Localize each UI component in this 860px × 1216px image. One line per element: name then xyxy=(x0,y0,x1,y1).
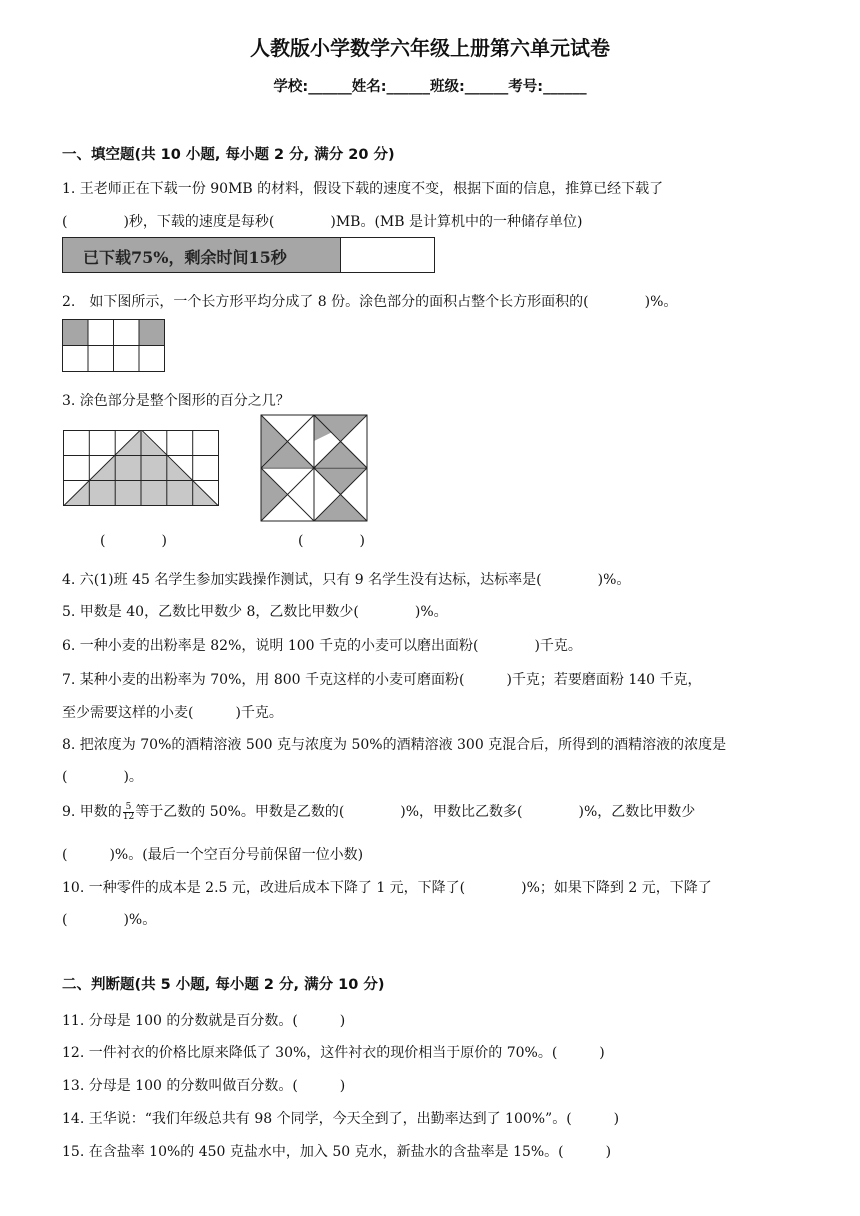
question-2: 2. 如下图所示，一个长方形平均分成了 8 份。涂色部分的面积占整个长方形面积的( )%。 xyxy=(62,294,678,310)
question-4: 4. 六(1)班 45 名学生参加实践操作测试，只有 9 名学生没有达标，达标率是( )%。 xyxy=(62,572,631,588)
q3-answer-blank-1: ( ) xyxy=(100,533,167,549)
q9-prefix: 9. 甲数的 xyxy=(62,804,122,820)
rectangle-8-parts-figure xyxy=(62,319,166,373)
question-12: 12. 一件衬衣的价格比原来降低了 30%，这件衬衣的现价相当于原价的 70%。( ) xyxy=(62,1045,605,1061)
question-11: 11. 分母是 100 的分数就是百分数。( ) xyxy=(62,1013,346,1029)
progress-label: 已下载75%，剩余时间15秒 xyxy=(83,248,287,267)
square-triangles-figure xyxy=(260,414,368,522)
q3-answer-blank-2: ( ) xyxy=(298,533,365,549)
page-title: 人教版小学数学六年级上册第六单元试卷 xyxy=(250,36,610,60)
question-6: 6. 一种小麦的出粉率是 82%，说明 100 千克的小麦可以磨出面粉( )千克。 xyxy=(62,638,582,654)
q9-suffix: 等于乙数的 50%。甲数是乙数的( )%，甲数比乙数多( )%，乙数比甲数少 xyxy=(135,804,696,820)
fraction-5-12: $\frac{5}{12}$ xyxy=(122,801,135,822)
section-1-heading: 一、填空题(共 10 小题, 每小题 2 分, 满分 20 分) xyxy=(62,147,395,163)
question-13: 13. 分母是 100 的分数叫做百分数。( ) xyxy=(62,1078,346,1094)
question-5: 5. 甲数是 40，乙数比甲数少 8，乙数比甲数少( )%。 xyxy=(62,604,448,620)
question-1-line-1: 1. 王老师正在下载一份 90MB 的材料，假设下载的速度不变，根据下面的信息，推算已经下载了 xyxy=(62,181,664,197)
question-10-line-1: 10. 一种零件的成本是 2.5 元，改进后成本下降了 1 元，下降了( )%；如果下降到 2 元，下降了 xyxy=(62,880,712,896)
download-progress-bar xyxy=(62,237,435,273)
question-8-line-2: ( )。 xyxy=(62,769,143,785)
triangle-grid-figure xyxy=(62,429,220,507)
question-15: 15. 在含盐率 10%的 450 克盐水中，加入 50 克水，新盐水的含盐率是 15%。( ) xyxy=(62,1144,612,1160)
question-3: 3. 涂色部分是整个图形的百分之几？ xyxy=(62,393,290,409)
question-8-line-1: 8. 把浓度为 70%的酒精溶液 500 克与浓度为 50%的酒精溶液 300 克混合后，所得到的酒精溶液的浓度是 xyxy=(62,737,727,753)
question-1-line-2: ( )秒，下载的速度是每秒( )MB。(MB 是计算机中的一种储存单位) xyxy=(62,214,583,230)
question-9-line-1 xyxy=(62,802,695,822)
section-2-heading: 二、判断题(共 5 小题, 每小题 2 分, 满分 10 分) xyxy=(62,977,385,993)
question-7-line-1: 7. 某种小麦的出粉率为 70%，用 800 千克这样的小麦可磨面粉( )千克；若要磨面粉 140 千克， xyxy=(62,672,702,688)
student-info-line: 学校:______姓名:______班级:______考号:______ xyxy=(273,79,587,95)
question-7-line-2: 至少需要这样的小麦( )千克。 xyxy=(62,705,283,721)
question-14: 14. 王华说：“我们年级总共有 98 个同学，今天全到了，出勤率达到了 100%”。( ) xyxy=(62,1111,620,1127)
question-9-line-2: ( )%。(最后一个空百分号前保留一位小数) xyxy=(62,847,364,863)
question-10-line-2: ( )%。 xyxy=(62,912,157,928)
